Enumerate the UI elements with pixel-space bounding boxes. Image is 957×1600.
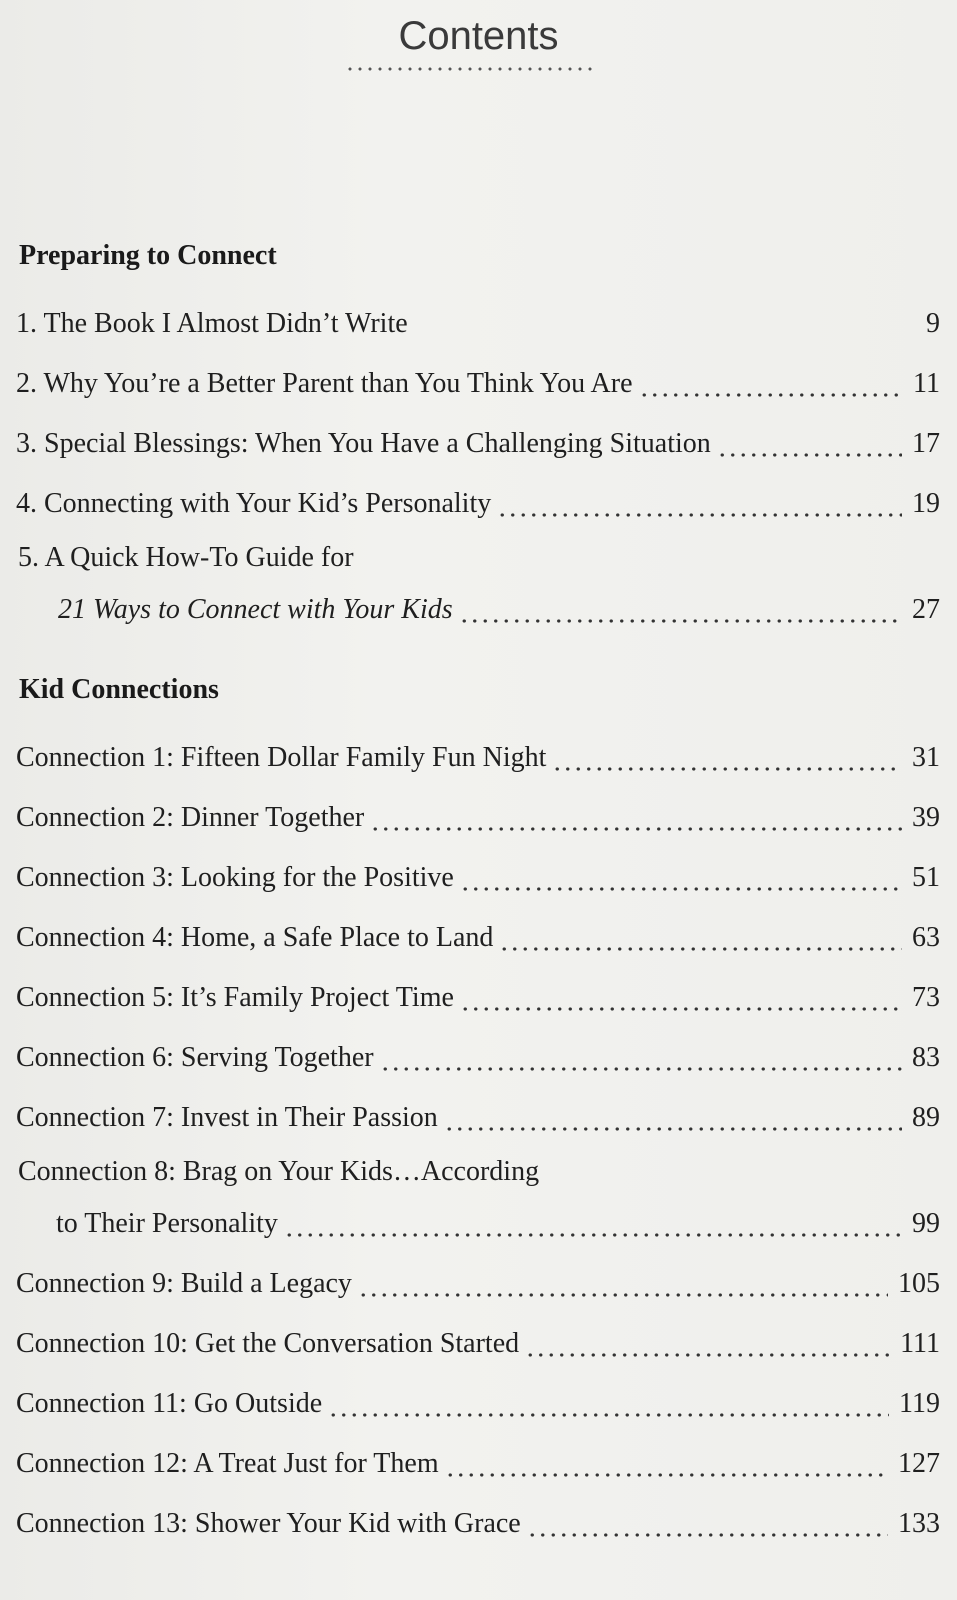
dot-leader (328, 1388, 889, 1420)
toc-entry-label: 4. Connecting with Your Kid’s Personality (16, 488, 492, 519)
toc-entry (16, 360, 940, 400)
toc-entry-label: Connection 10: Get the Conversation Started (16, 1328, 520, 1359)
toc-page-number: 83 (912, 1042, 940, 1073)
toc-entry (16, 1094, 940, 1134)
toc-entry-label: Connection 13: Shower Your Kid with Grace (16, 1508, 521, 1539)
toc-page-number: 105 (898, 1268, 940, 1299)
toc-entry (16, 1500, 940, 1540)
toc-page-number: 27 (912, 594, 940, 625)
dot-leader (444, 1102, 902, 1134)
toc-entry-label: Connection 12: A Treat Just for Them (16, 1448, 439, 1479)
dot-leader (370, 802, 902, 834)
dot-leader (499, 922, 902, 954)
toc-entry-label: Connection 11: Go Outside (16, 1388, 323, 1419)
dot-leader (527, 1508, 888, 1540)
toc-entry (16, 974, 940, 1014)
toc-entry (56, 1200, 940, 1240)
dot-leader (497, 488, 902, 520)
toc-page-number: 39 (912, 802, 940, 833)
toc-page-number: 133 (898, 1508, 940, 1539)
toc-entry (16, 914, 940, 954)
toc-entry-label-line1: Connection 8: Brag on Your Kids…According (18, 1156, 540, 1187)
dot-leader (639, 368, 904, 400)
toc-entry-label-line1: 5. A Quick How-To Guide for (18, 542, 354, 573)
section-heading-kid-connections: Kid Connections (19, 674, 219, 705)
toc-entry-label: Connection 6: Serving Together (16, 1042, 374, 1073)
dot-leader (380, 1042, 902, 1074)
toc-page-number: 17 (912, 428, 940, 459)
toc-entry-label: Connection 9: Build a Legacy (16, 1268, 352, 1299)
toc-page-number: 127 (898, 1448, 940, 1479)
toc-entry-label-line2: 21 Ways to Connect with Your Kids (58, 594, 453, 625)
title-dotted-underline (345, 66, 595, 72)
toc-entry-label: Connection 7: Invest in Their Passion (16, 1102, 438, 1133)
toc-page-number: 9 (926, 308, 940, 339)
toc-entry (16, 480, 940, 520)
toc-page-number: 119 (899, 1388, 940, 1419)
dot-leader (460, 982, 902, 1014)
dot-leader (717, 428, 902, 460)
toc-entry-label: 3. Special Blessings: When You Have a Challenging Situation (16, 428, 711, 459)
toc-page-number: 89 (912, 1102, 940, 1133)
dot-leader (358, 1268, 888, 1300)
toc-entry (58, 586, 940, 626)
toc-entry-label: Connection 2: Dinner Together (16, 802, 365, 833)
toc-entry-label: Connection 3: Looking for the Positive (16, 862, 454, 893)
dot-leader (525, 1328, 890, 1360)
toc-page-number: 19 (912, 488, 940, 519)
toc-page-number: 51 (912, 862, 940, 893)
toc-entry (16, 1320, 940, 1360)
dot-leader (414, 308, 910, 340)
page-title: Contents (398, 14, 559, 58)
toc-entry (16, 734, 940, 774)
toc-page-number: 111 (900, 1328, 940, 1359)
toc-page-number: 31 (912, 742, 940, 773)
toc-entry (16, 300, 940, 340)
toc-entry (16, 420, 940, 460)
toc-page-number: 11 (913, 368, 940, 399)
dot-leader (445, 1448, 888, 1480)
dot-leader (284, 1208, 902, 1240)
toc-entry-label: Connection 1: Fifteen Dollar Family Fun Night (16, 742, 547, 773)
toc-entry (16, 1440, 940, 1480)
dot-leader (460, 862, 902, 894)
toc-entry (16, 794, 940, 834)
toc-entry-label: 1. The Book I Almost Didn’t Write (16, 308, 408, 339)
toc-entry-label: Connection 4: Home, a Safe Place to Land (16, 922, 494, 953)
toc-entry-label: 2. Why You’re a Better Parent than You Think You Are (16, 368, 633, 399)
toc-entry (16, 1034, 940, 1074)
dot-leader (459, 594, 902, 626)
dot-leader (552, 742, 902, 774)
toc-entry-label-line2: to Their Personality (56, 1208, 278, 1239)
toc-page-number: 63 (912, 922, 940, 953)
toc-entry (16, 854, 940, 894)
toc-entry (16, 1260, 940, 1300)
toc-entry (16, 1380, 940, 1420)
toc-page-number: 99 (912, 1208, 940, 1239)
toc-page-number: 73 (912, 982, 940, 1013)
section-heading-preparing: Preparing to Connect (19, 240, 277, 271)
toc-entry-label: Connection 5: It’s Family Project Time (16, 982, 454, 1013)
